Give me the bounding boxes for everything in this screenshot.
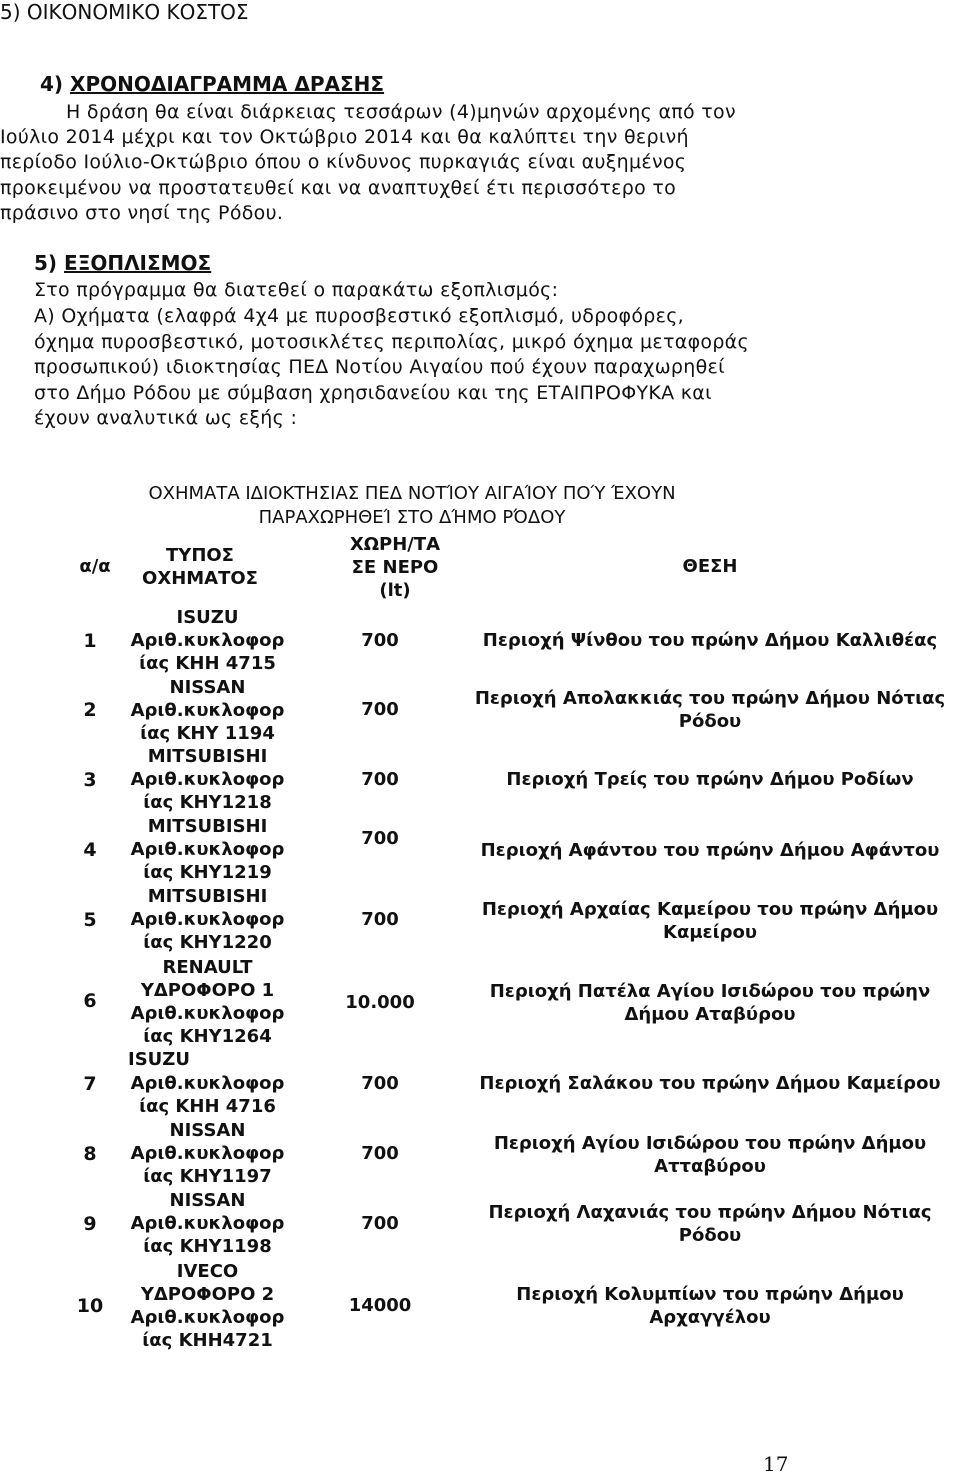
row-type: MITSUBISHI	[147, 886, 268, 907]
row-aa: 5	[83, 909, 97, 931]
row-type: Αριθ.κυκλοφορ	[130, 1213, 285, 1234]
header-location: ΘΕΣΗ	[682, 556, 738, 577]
row-type: ISUZU	[128, 1049, 190, 1070]
row-type: Αριθ.κυκλοφορ	[130, 1073, 285, 1094]
row-type: MITSUBISHI	[147, 746, 268, 767]
row-type: ίας ΚΗΗ 4715	[139, 653, 276, 674]
section-5-line: όχημα πυροσβεστικό, μοτοσικλέτες περιπολίας, μικρό όχημα μεταφοράς	[34, 331, 749, 353]
header-capacity: (lt)	[379, 580, 411, 601]
row-type: ίας ΚΗΥ1218	[143, 792, 272, 813]
table-caption-line1: ΟΧΗΜΑΤΑ ΙΔΙΟΚΤΗΣΙΑΣ ΠΕΔ ΝΟΤΊΟΥ ΑΙΓΑΊΟΥ ΠΟΎ ΈΧΟΥΝ	[148, 483, 676, 504]
row-type: Αριθ.κυκλοφορ	[130, 1143, 285, 1164]
section-5-line: στο Δήμο Ρόδου με σύμβαση χρησιδανείου και της ΕΤΑΙΠΡΟΦΥΚΑ και	[34, 382, 712, 404]
row-type: MITSUBISHI	[147, 816, 268, 837]
section-5-line: Α) Οχήματα (ελαφρά 4χ4 με πυροσβεστικό εξοπλισμό, υδροφόρες,	[34, 305, 684, 327]
row-type: ίας ΚΗΥ1264	[143, 1026, 272, 1047]
row-location: Περιοχή Αφάντου του πρώην Δήμου Αφάντου	[480, 840, 940, 861]
row-type: Αριθ.κυκλοφορ	[130, 700, 285, 721]
row-type: NISSAN	[169, 1120, 246, 1141]
row-type: Αριθ.κυκλοφορ	[130, 769, 285, 790]
row-aa: 9	[83, 1213, 97, 1235]
row-capacity: 700	[361, 699, 399, 720]
row-type: ίας ΚΗΗ 4716	[139, 1096, 276, 1117]
section-5-prefix: 5)	[34, 251, 65, 275]
row-capacity: 700	[361, 1213, 399, 1234]
row-capacity: 700	[361, 828, 399, 849]
row-type: Αριθ.κυκλοφορ	[130, 909, 285, 930]
section-5-title: ΕΞΟΠΛΙΣΜΟΣ	[64, 251, 212, 275]
row-type: ΥΔΡΟΦΟΡΟ 1	[140, 980, 275, 1001]
row-type: Αριθ.κυκλοφορ	[130, 1307, 285, 1328]
row-location: Περιοχή Πατέλα Αγίου Ισιδώρου του πρώην	[489, 981, 931, 1002]
row-aa: 3	[83, 769, 97, 791]
header-type: ΤΥΠΟΣ	[166, 545, 234, 566]
row-location: Περιοχή Αγίου Ισιδώρου του πρώην Δήμου	[493, 1133, 927, 1154]
top-heading: 5) ΟΙΚΟΝΟΜΙΚΟ ΚΟΣΤΟΣ	[0, 0, 249, 24]
row-aa: 6	[83, 990, 97, 1012]
section-4-title: ΧΡΟΝΟΔΙΑΓΡΑΜΜΑ ΔΡΑΣΗΣ	[70, 72, 385, 96]
row-aa: 4	[83, 839, 97, 861]
row-capacity: 700	[361, 630, 399, 651]
row-type: ίας ΚΗΥ1197	[143, 1166, 272, 1187]
row-type: ίας ΚΗΥ 1194	[140, 723, 275, 744]
section-5-heading	[34, 251, 211, 275]
row-capacity: 700	[361, 769, 399, 790]
row-location: Περιοχή Απολακκιάς του πρώην Δήμου Νότιας	[474, 688, 946, 709]
table-caption-line2: ΠΑΡΑΧΩΡΗΘΕΊ ΣΤΟ ΔΉΜΟ ΡΌΔΟΥ	[258, 507, 566, 528]
row-type: NISSAN	[169, 677, 246, 698]
row-location: Περιοχή Αρχαίας Καμείρου του πρώην Δήμου	[481, 899, 939, 920]
row-location: Καμείρου	[663, 922, 757, 943]
row-capacity: 10.000	[345, 992, 415, 1013]
row-capacity: 700	[361, 1073, 399, 1094]
page-number: 17	[763, 1452, 789, 1476]
section-5-line: έχουν αναλυτικά ως εξής :	[34, 407, 298, 429]
section-4-prefix: 4)	[40, 72, 71, 96]
row-type: ίας ΚΗΥ1220	[143, 932, 272, 953]
row-capacity: 700	[361, 909, 399, 930]
row-type: ISUZU	[176, 607, 239, 628]
row-location: Περιοχή Τρείς του πρώην Δήμου Ροδίων	[506, 769, 914, 790]
header-capacity: ΧΩΡΗ/ΤΑ	[349, 534, 441, 555]
row-aa: 1	[83, 630, 97, 652]
row-type: IVECO	[176, 1261, 239, 1282]
row-aa: 7	[83, 1073, 97, 1095]
row-location: Περιοχή Κολυμπίων του πρώην Δήμου	[516, 1284, 904, 1305]
section-4-line: προκειμένου να προστατευθεί και να αναπτυχθεί έτι περισσότερο το	[0, 177, 677, 199]
row-aa: 10	[76, 1295, 104, 1317]
row-type: Αριθ.κυκλοφορ	[130, 1003, 285, 1024]
row-type: ίας ΚΗΥ1198	[143, 1236, 272, 1257]
section-4-line: περίοδο Ιούλιο-Οκτώβριο όπου ο κίνδυνος πυρκαγιάς είναι αυξημένος	[0, 151, 687, 173]
section-4-heading	[40, 72, 384, 96]
row-location: Αρχαγγέλου	[649, 1307, 771, 1328]
section-5-line: Στο πρόγραμμα θα διατεθεί ο παρακάτω εξοπλισμός:	[34, 279, 559, 301]
row-location: Δήμου Αταβύρου	[624, 1004, 796, 1025]
row-type: RENAULT	[162, 957, 253, 978]
section-4-line: πράσινο στο νησί της Ρόδου.	[0, 202, 284, 224]
row-type: Αριθ.κυκλοφορ	[130, 630, 285, 651]
row-location: Περιοχή Ψίνθου του πρώην Δήμου Καλλιθέας	[482, 630, 938, 651]
row-location: Ατταβύρου	[654, 1156, 766, 1177]
row-type: ΥΔΡΟΦΟΡΟ 2	[140, 1284, 275, 1305]
header-type: ΟΧΗΜΑΤΟΣ	[142, 568, 258, 589]
row-aa: 8	[83, 1143, 97, 1165]
row-type: NISSAN	[169, 1190, 246, 1211]
row-aa: 2	[83, 699, 97, 721]
row-capacity: 700	[361, 1143, 399, 1164]
row-type: ίας ΚΗΥ1219	[143, 862, 272, 883]
row-capacity: 14000	[348, 1295, 412, 1316]
section-4-line: Η δράση θα είναι διάρκειας τεσσάρων (4)μηνών αρχομένης από τον	[66, 101, 736, 123]
row-location: Περιοχή Λαχανιάς του πρώην Δήμου Νότιας	[488, 1202, 932, 1223]
header-aa: α/α	[79, 556, 111, 577]
row-location: Περιοχή Σαλάκου του πρώην Δήμου Καμείρου	[479, 1073, 941, 1094]
row-type: ίας ΚΗΗ4721	[142, 1330, 273, 1351]
row-location: Ρόδου	[678, 1225, 742, 1246]
section-4-line: Ιούλιο 2014 μέχρι και τον Οκτώβριο 2014 και θα καλύπτει την θερινή	[0, 126, 689, 148]
header-capacity: ΣΕ ΝΕΡΟ	[351, 557, 439, 578]
row-type: Αριθ.κυκλοφορ	[130, 839, 285, 860]
section-5-line: προσωπικού) ιδιοκτησίας ΠΕΔ Νοτίου Αιγαίου πού έχουν παραχωρηθεί	[34, 356, 725, 378]
row-location: Ρόδου	[678, 711, 742, 732]
